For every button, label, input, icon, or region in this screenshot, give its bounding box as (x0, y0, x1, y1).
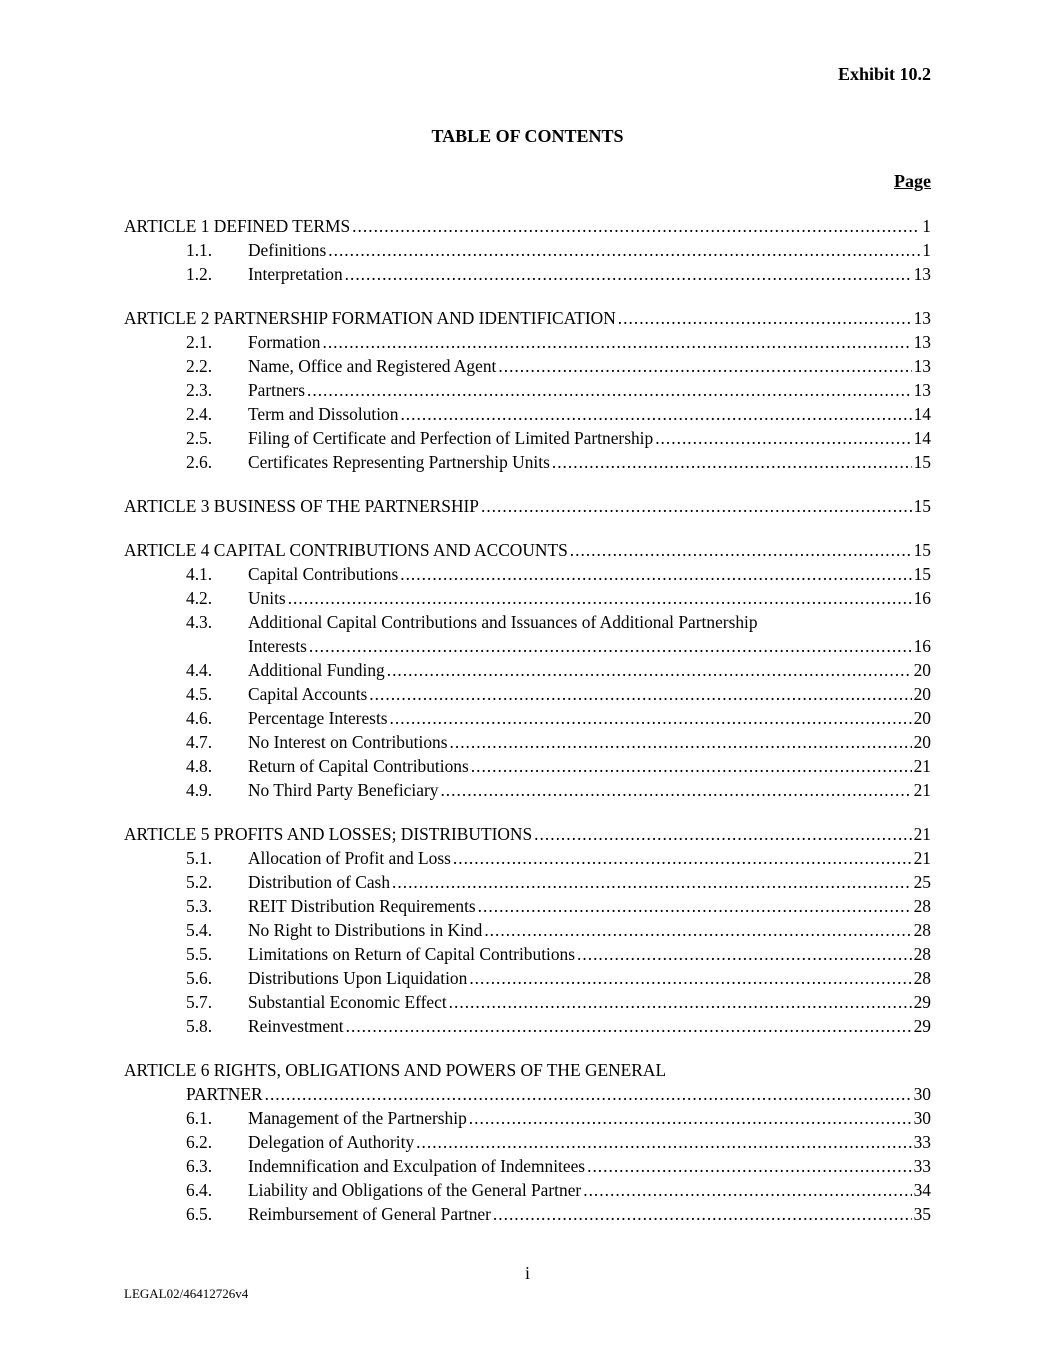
toc-section-line[interactable] (124, 706, 931, 730)
toc-section-page: 14 (913, 404, 931, 424)
leader-dots (387, 658, 912, 682)
leader-dots (552, 450, 912, 474)
toc-article-line[interactable] (124, 1082, 931, 1106)
toc-section-title: Term and Dissolution (248, 404, 399, 424)
toc-section-title: Substantial Economic Effect (248, 992, 447, 1012)
toc-section-line[interactable] (124, 634, 931, 658)
toc-section-page: 13 (913, 356, 931, 376)
toc-section-title: REIT Distribution Requirements (248, 896, 476, 916)
leader-dots (369, 682, 911, 706)
toc-section-page: 13 (913, 264, 931, 284)
toc-section-page: 29 (913, 1016, 931, 1036)
leader-dots (400, 562, 911, 586)
toc-section-number: 4.4. (186, 660, 213, 680)
footer-page-number: i (524, 1263, 530, 1283)
toc-section-title: Reinvestment (248, 1016, 344, 1036)
toc-section-page: 16 (913, 636, 931, 656)
exhibit-label: Exhibit 10.2 (837, 64, 931, 84)
leader-dots (449, 990, 912, 1014)
leader-dots (352, 214, 920, 238)
toc-section-line[interactable] (124, 894, 931, 918)
footer-document-code: LEGAL02/46412726v4 (124, 1286, 249, 1301)
toc-section-page: 21 (913, 780, 931, 800)
toc-section-number: 4.7. (186, 732, 213, 752)
toc-section-line[interactable] (124, 1014, 931, 1038)
leader-dots (345, 262, 912, 286)
toc-section-title: Capital Accounts (248, 684, 368, 704)
toc-section-title: Indemnification and Exculpation of Indemnitees (248, 1156, 586, 1176)
toc-section-title: Formation (248, 332, 321, 352)
toc-article-title: ARTICLE 6 RIGHTS, OBLIGATIONS AND POWERS OF THE GENERAL (124, 1060, 667, 1080)
toc-section-number: 5.4. (186, 920, 213, 940)
toc-section-page: 20 (913, 684, 931, 704)
toc-section-line[interactable] (124, 354, 931, 378)
toc-section-number: 4.1. (186, 564, 213, 584)
toc-article-page: 1 (922, 216, 931, 236)
toc-section-page: 33 (913, 1156, 931, 1176)
leader-dots (469, 966, 911, 990)
toc-section-number: 1.1. (186, 240, 213, 260)
toc-section-line[interactable] (124, 682, 931, 706)
toc-section-page: 28 (913, 920, 931, 940)
toc-section-number: 5.6. (186, 968, 213, 988)
toc-section-line[interactable] (124, 754, 931, 778)
leader-dots (618, 306, 912, 330)
toc-section-number: 2.3. (186, 380, 213, 400)
leader-dots (390, 706, 912, 730)
leader-dots (587, 1154, 912, 1178)
toc-section-line[interactable] (124, 402, 931, 426)
toc-section-line[interactable] (124, 966, 931, 990)
toc-section-number: 4.6. (186, 708, 213, 728)
toc-section-page: 28 (913, 896, 931, 916)
toc-section-page: 15 (913, 564, 931, 584)
toc-section-title: Return of Capital Contributions (248, 756, 469, 776)
toc-section-title: Additional Capital Contributions and Issuances of Additional Partnership (248, 612, 758, 632)
toc-article-line[interactable] (124, 494, 931, 518)
toc-section-line[interactable] (124, 450, 931, 474)
toc-article-page: 13 (913, 308, 931, 328)
toc-section-title: No Third Party Beneficiary (248, 780, 439, 800)
toc-section-page: 28 (913, 944, 931, 964)
toc-section-number: 4.2. (186, 588, 213, 608)
toc-section-title: Management of the Partnership (248, 1108, 467, 1128)
toc-section-line[interactable] (124, 918, 931, 942)
toc-article (124, 494, 931, 518)
leader-dots (577, 942, 912, 966)
leader-dots (469, 1106, 912, 1130)
toc-section-number: 2.1. (186, 332, 213, 352)
toc-article-page: 15 (913, 540, 931, 560)
leader-dots (265, 1082, 912, 1106)
toc-section-title: Filing of Certificate and Perfection of Limited Partnership (248, 428, 654, 448)
toc-section-line[interactable] (124, 262, 931, 286)
toc-section-title: Certificates Representing Partnership Units (248, 452, 550, 472)
toc-section-title: Additional Funding (248, 660, 385, 680)
toc-section-line[interactable] (124, 942, 931, 966)
toc-section-page: 20 (913, 732, 931, 752)
toc-article (124, 822, 931, 1038)
leader-dots (307, 378, 912, 402)
toc-section-line[interactable] (124, 586, 931, 610)
toc-section-page: 28 (913, 968, 931, 988)
leader-dots (534, 822, 911, 846)
toc-section-page: 35 (913, 1204, 931, 1224)
toc-section-page: 30 (913, 1108, 931, 1128)
leader-dots (570, 538, 912, 562)
leader-dots (493, 1202, 912, 1226)
leader-dots (481, 494, 912, 518)
leader-dots (655, 426, 911, 450)
leader-dots (346, 1014, 912, 1038)
leader-dots (484, 918, 911, 942)
toc-section-number: 5.5. (186, 944, 213, 964)
toc-article-line[interactable] (124, 538, 931, 562)
leader-dots (453, 846, 912, 870)
toc-section-title: Distribution of Cash (248, 872, 391, 892)
toc-section-title-cont: Interests (248, 636, 307, 656)
leader-dots (288, 586, 912, 610)
toc-article-title: ARTICLE 2 PARTNERSHIP FORMATION AND IDENTIFICATION (124, 308, 616, 328)
toc-section-page: 15 (913, 452, 931, 472)
leader-dots (440, 778, 911, 802)
leader-dots (498, 354, 911, 378)
toc-section-line[interactable] (124, 730, 931, 754)
toc-section-page: 20 (913, 660, 931, 680)
toc-section-title: Interpretation (248, 264, 343, 284)
toc-article-title: ARTICLE 1 DEFINED TERMS (124, 216, 351, 236)
leader-dots (392, 870, 912, 894)
toc-section-page: 34 (913, 1180, 931, 1200)
toc-article-page: 21 (913, 824, 931, 844)
toc-section-line[interactable] (124, 1106, 931, 1130)
leader-dots (450, 730, 912, 754)
toc-section-line[interactable] (124, 1130, 931, 1154)
toc-section-line[interactable] (124, 990, 931, 1014)
toc-section-number: 5.7. (186, 992, 213, 1012)
toc-section-line[interactable] (124, 846, 931, 870)
toc-section-number: 5.3. (186, 896, 213, 916)
toc-section-title: Liability and Obligations of the General Partner (248, 1180, 582, 1200)
toc-section-line[interactable] (124, 1178, 931, 1202)
toc-section-page: 20 (913, 708, 931, 728)
page-title: TABLE OF CONTENTS (431, 126, 624, 146)
toc-section-title: Limitations on Return of Capital Contributions (248, 944, 576, 964)
toc-section-page: 1 (922, 240, 931, 260)
leader-dots (400, 402, 911, 426)
toc-section-page: 21 (913, 848, 931, 868)
toc-section-page: 16 (913, 588, 931, 608)
toc-section-number: 6.1. (186, 1108, 213, 1128)
toc-article-title: ARTICLE 4 CAPITAL CONTRIBUTIONS AND ACCOUNTS (124, 540, 568, 560)
toc-section-title: Reimbursement of General Partner (248, 1204, 491, 1224)
toc-article-line[interactable] (124, 214, 931, 238)
toc-section-number: 4.5. (186, 684, 213, 704)
toc-article-line[interactable] (124, 306, 931, 330)
toc-section-number: 4.3. (186, 612, 213, 632)
toc-section-line[interactable] (124, 1154, 931, 1178)
toc-section-title: Allocation of Profit and Loss (248, 848, 451, 868)
toc-section-page: 29 (913, 992, 931, 1012)
toc-section-title: Name, Office and Registered Agent (248, 356, 497, 376)
toc-article-line[interactable] (124, 822, 931, 846)
toc-section-page: 13 (913, 380, 931, 400)
toc-section-line[interactable] (124, 238, 931, 262)
toc-section-number: 2.4. (186, 404, 213, 424)
toc-section-line[interactable] (124, 610, 931, 634)
toc-section-number: 5.2. (186, 872, 213, 892)
toc-section-page: 21 (913, 756, 931, 776)
leader-dots (309, 634, 912, 658)
toc-article (124, 1058, 931, 1226)
toc-section-title: Percentage Interests (248, 708, 388, 728)
toc-article-page: 15 (913, 496, 931, 516)
toc-section-number: 2.6. (186, 452, 213, 472)
toc-section-number: 6.5. (186, 1204, 213, 1224)
toc-section-line[interactable] (124, 426, 931, 450)
toc-section-line[interactable] (124, 378, 931, 402)
toc-section-number: 5.1. (186, 848, 213, 868)
toc-section-page: 25 (913, 872, 931, 892)
toc-section-number: 1.2. (186, 264, 213, 284)
toc-article-title-cont: PARTNER (186, 1084, 263, 1104)
toc-article (124, 538, 931, 802)
toc-section-number: 5.8. (186, 1016, 213, 1036)
toc-section-title: No Right to Distributions in Kind (248, 920, 483, 940)
toc-section-number: 2.5. (186, 428, 213, 448)
toc-section-title: No Interest on Contributions (248, 732, 448, 752)
toc-section-title: Distributions Upon Liquidation (248, 968, 468, 988)
toc-section-number: 2.2. (186, 356, 213, 376)
toc-section-line[interactable] (124, 330, 931, 354)
toc-article-page: 30 (913, 1084, 931, 1104)
toc-section-line[interactable] (124, 1202, 931, 1226)
toc-section-number: 4.8. (186, 756, 213, 776)
toc-section-page: 14 (913, 428, 931, 448)
leader-dots (471, 754, 912, 778)
toc-section-title: Definitions (248, 240, 327, 260)
toc-section-title: Units (248, 588, 286, 608)
toc-article (124, 214, 931, 286)
toc-section-page: 13 (913, 332, 931, 352)
leader-dots (416, 1130, 911, 1154)
toc-section-line[interactable] (124, 658, 931, 682)
toc-article (124, 306, 931, 474)
toc-section-line[interactable] (124, 562, 931, 586)
toc-section-page: 33 (913, 1132, 931, 1152)
leader-dots (583, 1178, 911, 1202)
toc-section-number: 4.9. (186, 780, 213, 800)
leader-dots (328, 238, 920, 262)
toc-section-title: Delegation of Authority (248, 1132, 415, 1152)
page-column-header: Page (894, 171, 931, 191)
table-of-contents (124, 214, 931, 1246)
toc-section-number: 6.2. (186, 1132, 213, 1152)
toc-article-title: ARTICLE 3 BUSINESS OF THE PARTNERSHIP (124, 496, 479, 516)
toc-section-line[interactable] (124, 870, 931, 894)
leader-dots (322, 330, 911, 354)
toc-section-line[interactable] (124, 778, 931, 802)
toc-section-number: 6.3. (186, 1156, 213, 1176)
toc-article-title: ARTICLE 5 PROFITS AND LOSSES; DISTRIBUTIONS (124, 824, 533, 844)
toc-article-line[interactable] (124, 1058, 931, 1082)
toc-section-title: Capital Contributions (248, 564, 399, 584)
toc-section-number: 6.4. (186, 1180, 213, 1200)
leader-dots (478, 894, 912, 918)
toc-section-title: Partners (248, 380, 305, 400)
